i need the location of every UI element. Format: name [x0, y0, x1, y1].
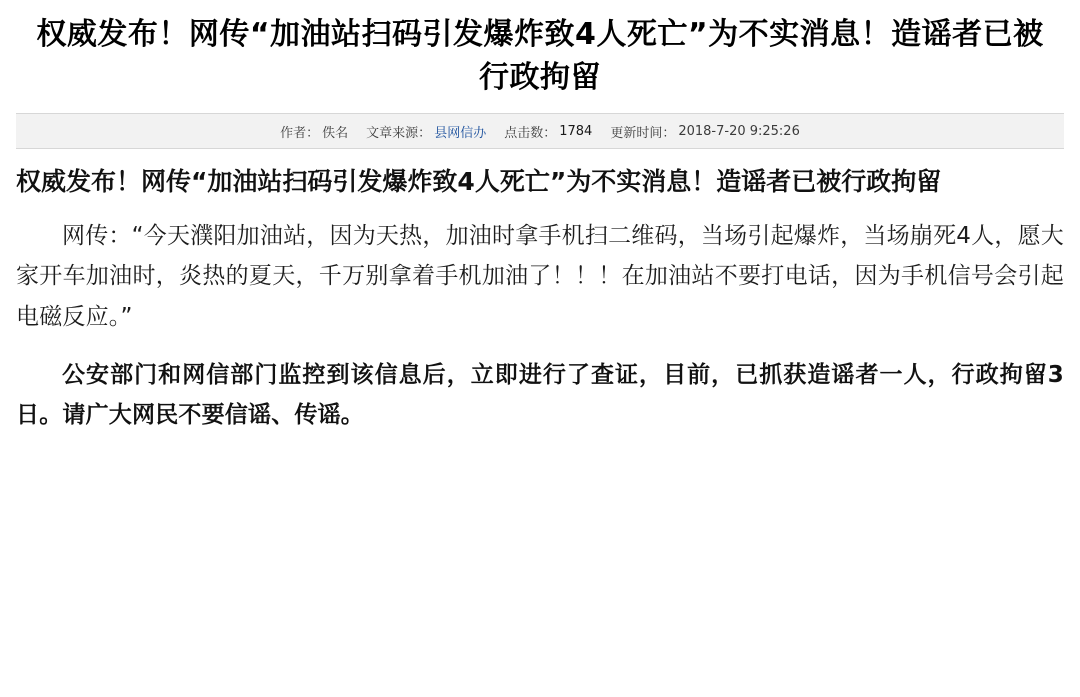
article-subtitle: 权威发布！网传“加油站扫码引发爆炸致4人死亡”为不实消息！造谣者已被行政拘留 — [16, 167, 942, 197]
meta-hits-value: 1784 — [559, 123, 593, 139]
meta-updated-label: 更新时间： — [610, 125, 676, 141]
meta-source — [366, 122, 486, 141]
meta-author — [280, 122, 348, 141]
article-paragraph-1: 网传：“今天濮阳加油站，因为天热，加油时拿手机扫二维码，当场引起爆炸，当场崩死4人，愿大家开车加油时，炎热的夏天，千万别拿着手机加油了！！！在加油站不要打电话，因为手机信号会引起电磁反应。” — [16, 223, 1064, 330]
meta-hits — [504, 122, 592, 141]
article-meta-bar — [16, 113, 1064, 149]
article-paragraph-2: 公安部门和网信部门监控到该信息后，立即进行了查证，目前，已抓获造谣者一人，行政拘留3日。请广大网民不要信谣、传谣。 — [16, 361, 1064, 429]
article-body — [16, 216, 1064, 435]
meta-updated — [610, 122, 800, 141]
meta-author-value: 佚名 — [322, 125, 349, 141]
meta-author-label: 作者： — [280, 125, 320, 141]
meta-hits-label: 点击数： — [504, 125, 557, 141]
meta-source-value[interactable]: 县网信办 — [434, 125, 487, 141]
meta-updated-value: 2018-7-20 9:25:26 — [678, 123, 800, 139]
meta-source-label: 文章来源： — [366, 125, 432, 141]
page-title: 权威发布！网传“加油站扫码引发爆炸致4人死亡”为不实消息！造谣者已被行政拘留 — [36, 17, 1044, 95]
